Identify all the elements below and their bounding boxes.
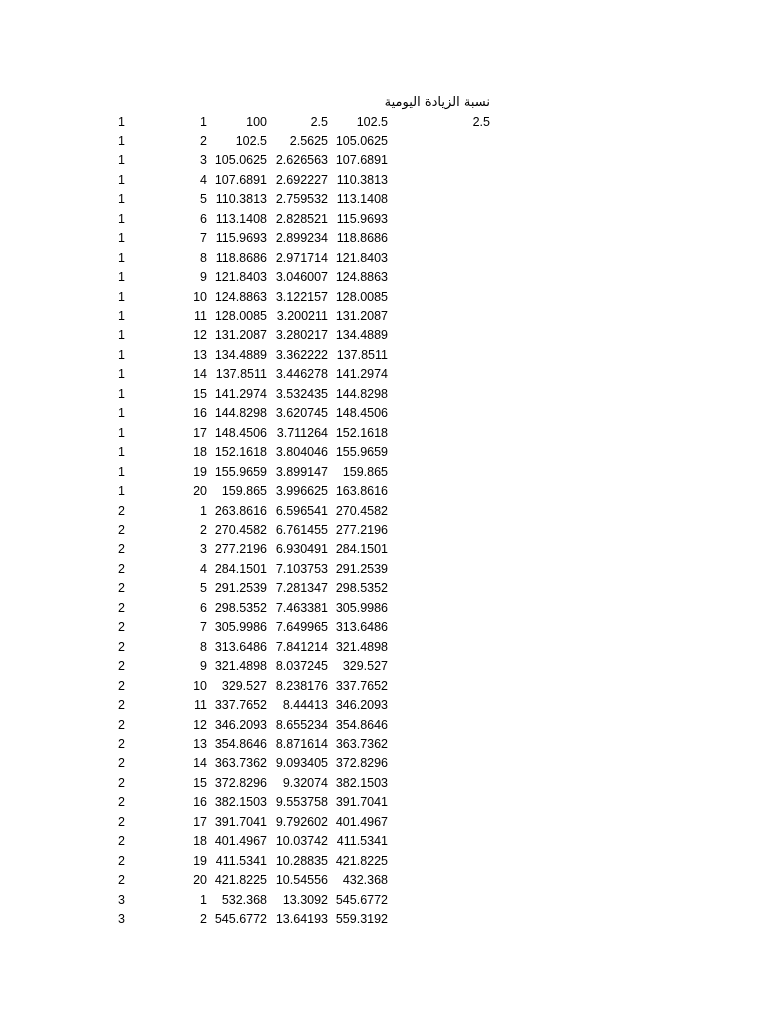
- table-row: [118, 288, 388, 307]
- cycle-cell: 1: [118, 386, 125, 401]
- start-value-cell: 113.1408: [215, 211, 267, 226]
- increase-cell: 3.532435: [275, 386, 328, 401]
- table-row: [118, 716, 388, 735]
- day-cell: 20: [193, 873, 207, 888]
- data-table-body: [118, 113, 388, 930]
- start-value-cell: 401.4967: [214, 834, 267, 849]
- increase-cell: 9.792602: [275, 814, 328, 829]
- day-cell: 20: [193, 484, 207, 499]
- end-value-cell: 321.4898: [335, 639, 388, 654]
- increase-cell: 3.122157: [275, 289, 328, 304]
- table-row: [118, 502, 388, 521]
- increase-cell: 8.655234: [275, 717, 328, 732]
- start-value-cell: 115.9693: [215, 231, 267, 246]
- day-cell: 10: [193, 678, 207, 693]
- start-value-cell: 382.1503: [214, 795, 267, 810]
- cycle-cell: 2: [118, 814, 125, 829]
- increase-cell: 2.692227: [275, 172, 328, 187]
- table-row: [118, 540, 388, 559]
- increase-cell: 7.841214: [275, 639, 328, 654]
- increase-cell: 2.828521: [275, 211, 328, 226]
- day-cell: 10: [193, 289, 207, 304]
- day-cell: 5: [200, 581, 207, 596]
- start-value-cell: 141.2974: [214, 386, 267, 401]
- cycle-cell: 1: [118, 464, 125, 479]
- increase-cell: 8.871614: [275, 737, 328, 751]
- start-value-cell: 284.1501: [214, 561, 267, 576]
- cycle-cell: 1: [118, 484, 125, 499]
- table-row: [118, 638, 388, 657]
- day-cell: 13: [193, 347, 207, 362]
- end-value-cell: 105.0625: [335, 133, 388, 148]
- day-cell: 7: [200, 231, 207, 246]
- table-row: [118, 910, 388, 929]
- end-value-cell: 113.1408: [336, 192, 388, 207]
- end-value-cell: 141.2974: [335, 367, 388, 382]
- day-cell: 18: [193, 445, 207, 460]
- end-value-cell: 337.7652: [335, 678, 388, 693]
- cycle-cell: 2: [118, 523, 125, 538]
- table-row: [118, 210, 388, 229]
- end-value-cell: 298.5352: [335, 581, 388, 596]
- end-value-cell: 124.8863: [335, 270, 388, 285]
- cycle-cell: 1: [118, 133, 125, 148]
- cycle-cell: 2: [118, 795, 125, 810]
- table-row: [118, 754, 388, 773]
- increase-cell: 9.553758: [275, 795, 328, 810]
- day-cell: 12: [193, 328, 207, 343]
- start-value-cell: 121.8403: [214, 270, 267, 285]
- table-row: [118, 852, 388, 871]
- cycle-cell: 1: [118, 367, 125, 382]
- cycle-cell: 2: [118, 678, 125, 693]
- end-value-cell: 411.5341: [336, 834, 388, 849]
- cycle-cell: 2: [118, 620, 125, 635]
- start-value-cell: 277.2196: [214, 542, 267, 557]
- cycle-cell: 2: [118, 756, 125, 771]
- day-cell: 1: [200, 892, 207, 907]
- end-value-cell: 382.1503: [335, 775, 388, 790]
- end-value-cell: 152.1618: [335, 425, 388, 440]
- table-row: [118, 657, 388, 676]
- cycle-cell: 1: [118, 250, 125, 265]
- table-row: [118, 307, 388, 326]
- start-value-cell: 305.9986: [214, 620, 267, 635]
- end-value-cell: 270.4582: [335, 503, 388, 518]
- end-value-cell: 346.2093: [335, 698, 388, 713]
- increase-cell: 2.971714: [275, 250, 328, 265]
- table-row: [118, 677, 388, 696]
- cycle-cell: 2: [118, 659, 125, 674]
- cycle-cell: 2: [118, 561, 125, 576]
- table-row: [118, 599, 388, 618]
- table-row: [118, 793, 388, 812]
- start-value-cell: 421.8225: [214, 873, 267, 888]
- cycle-cell: 2: [118, 698, 125, 713]
- day-cell: 12: [193, 717, 207, 732]
- table-row: [118, 404, 388, 423]
- day-cell: 5: [200, 192, 207, 207]
- cycle-cell: 2: [118, 775, 125, 790]
- increase-cell: 7.103753: [275, 561, 328, 576]
- day-cell: 3: [200, 542, 207, 557]
- day-cell: 2: [200, 523, 207, 538]
- start-value-cell: 118.8686: [215, 250, 267, 265]
- cycle-cell: 2: [118, 737, 125, 751]
- cycle-cell: 1: [118, 347, 125, 362]
- increase-cell: 3.200211: [276, 309, 328, 324]
- start-value-cell: 263.8616: [214, 503, 267, 518]
- increase-cell: 8.037245: [275, 659, 328, 674]
- day-cell: 17: [193, 814, 207, 829]
- data-table: [118, 113, 388, 930]
- increase-cell: 10.03742: [275, 834, 328, 849]
- end-value-cell: 148.4506: [335, 406, 388, 421]
- day-cell: 14: [193, 756, 207, 771]
- end-value-cell: 354.8646: [335, 717, 388, 732]
- start-value-cell: 545.6772: [214, 912, 267, 927]
- end-value-cell: 284.1501: [335, 542, 388, 557]
- end-value-cell: 313.6486: [335, 620, 388, 635]
- table-row: [118, 229, 388, 248]
- cycle-cell: 1: [118, 172, 125, 187]
- start-value-cell: 152.1618: [214, 445, 267, 460]
- end-value-cell: 121.8403: [335, 250, 388, 265]
- increase-cell: 6.596541: [275, 503, 328, 518]
- table-row: [118, 385, 388, 404]
- day-cell: 16: [193, 406, 207, 421]
- start-value-cell: 363.7362: [214, 756, 267, 771]
- start-value-cell: 159.865: [221, 484, 267, 499]
- table-row: [118, 171, 388, 190]
- day-cell: 11: [194, 309, 207, 324]
- increase-cell: 2.626563: [275, 153, 328, 168]
- increase-cell: 9.093405: [275, 756, 328, 771]
- day-cell: 19: [193, 853, 207, 868]
- increase-cell: 9.32074: [282, 775, 328, 790]
- cycle-cell: 2: [118, 853, 125, 868]
- table-row: [118, 268, 388, 287]
- cycle-cell: 2: [118, 717, 125, 732]
- end-value-cell: 131.2087: [335, 309, 388, 324]
- increase-cell: 3.280217: [275, 328, 328, 343]
- table-row: [118, 871, 388, 890]
- start-value-cell: 100: [246, 114, 267, 129]
- increase-cell: 10.54556: [275, 873, 328, 888]
- table-row: [118, 735, 388, 754]
- cycle-cell: 2: [118, 581, 125, 596]
- start-value-cell: 291.2539: [214, 581, 267, 596]
- day-cell: 17: [193, 425, 207, 440]
- end-value-cell: 115.9693: [336, 211, 388, 226]
- table-row: [118, 151, 388, 170]
- table-row: [118, 326, 388, 345]
- cycle-cell: 1: [118, 406, 125, 421]
- end-value-cell: 134.4889: [335, 328, 388, 343]
- cycle-cell: 2: [118, 639, 125, 654]
- cycle-cell: 2: [118, 834, 125, 849]
- cycle-cell: 1: [118, 309, 125, 324]
- daily-increase-rate-label: نسبة الزيادة اليومية: [384, 95, 490, 110]
- daily-increase-rate-value: 2.5: [472, 115, 490, 129]
- start-value-cell: 354.8646: [214, 737, 267, 751]
- table-row: [118, 696, 388, 715]
- table-row: [118, 832, 388, 851]
- end-value-cell: 107.6891: [335, 153, 388, 168]
- increase-cell: 7.281347: [275, 581, 328, 596]
- start-value-cell: 321.4898: [214, 659, 267, 674]
- start-value-cell: 110.3813: [215, 192, 267, 207]
- day-cell: 8: [200, 250, 207, 265]
- increase-cell: 3.446278: [275, 367, 328, 382]
- day-cell: 2: [200, 133, 207, 148]
- cycle-cell: 1: [118, 211, 125, 226]
- start-value-cell: 148.4506: [214, 425, 267, 440]
- end-value-cell: 363.7362: [335, 737, 388, 751]
- increase-cell: 3.996625: [275, 484, 328, 499]
- increase-cell: 3.620745: [275, 406, 328, 421]
- end-value-cell: 305.9986: [335, 600, 388, 615]
- table-row: [118, 365, 388, 384]
- day-cell: 1: [200, 503, 207, 518]
- table-row: [118, 618, 388, 637]
- start-value-cell: 372.8296: [214, 775, 267, 790]
- table-row: [118, 113, 388, 132]
- cycle-cell: 1: [118, 192, 125, 207]
- start-value-cell: 270.4582: [214, 523, 267, 538]
- start-value-cell: 105.0625: [214, 153, 267, 168]
- day-cell: 15: [193, 386, 207, 401]
- table-row: [118, 346, 388, 365]
- start-value-cell: 107.6891: [214, 172, 267, 187]
- start-value-cell: 134.4889: [214, 347, 267, 362]
- end-value-cell: 137.8511: [336, 347, 388, 362]
- increase-cell: 3.804046: [275, 445, 328, 460]
- table-row: [118, 463, 388, 482]
- table-row: [118, 190, 388, 209]
- start-value-cell: 131.2087: [214, 328, 267, 343]
- end-value-cell: 277.2196: [335, 523, 388, 538]
- end-value-cell: 421.8225: [335, 853, 388, 868]
- start-value-cell: 411.5341: [215, 853, 267, 868]
- table-row: [118, 560, 388, 579]
- increase-cell: 2.899234: [275, 231, 328, 246]
- day-cell: 16: [193, 795, 207, 810]
- increase-cell: 8.238176: [275, 678, 328, 693]
- table-row: [118, 482, 388, 501]
- start-value-cell: 144.8298: [214, 406, 267, 421]
- start-value-cell: 391.7041: [214, 814, 267, 829]
- table-row: [118, 774, 388, 793]
- increase-cell: 3.899147: [275, 464, 328, 479]
- cycle-cell: 3: [118, 912, 125, 927]
- end-value-cell: 159.865: [342, 464, 388, 479]
- start-value-cell: 329.527: [221, 678, 267, 693]
- cycle-cell: 1: [118, 425, 125, 440]
- end-value-cell: 372.8296: [335, 756, 388, 771]
- end-value-cell: 110.3813: [336, 172, 388, 187]
- day-cell: 3: [200, 153, 207, 168]
- end-value-cell: 329.527: [342, 659, 388, 674]
- start-value-cell: 298.5352: [214, 600, 267, 615]
- cycle-cell: 2: [118, 873, 125, 888]
- increase-cell: 6.761455: [275, 523, 328, 538]
- end-value-cell: 545.6772: [335, 892, 388, 907]
- end-value-cell: 163.8616: [335, 484, 388, 499]
- table-row: [118, 132, 388, 151]
- day-cell: 14: [193, 367, 207, 382]
- day-cell: 7: [200, 620, 207, 635]
- cycle-cell: 2: [118, 542, 125, 557]
- end-value-cell: 559.3192: [335, 912, 388, 927]
- start-value-cell: 102.5: [235, 133, 267, 148]
- cycle-cell: 2: [118, 600, 125, 615]
- start-value-cell: 124.8863: [214, 289, 267, 304]
- increase-cell: 7.463381: [275, 600, 328, 615]
- day-cell: 2: [200, 912, 207, 927]
- end-value-cell: 128.0085: [335, 289, 388, 304]
- start-value-cell: 313.6486: [214, 639, 267, 654]
- cycle-cell: 3: [118, 892, 125, 907]
- end-value-cell: 118.8686: [336, 231, 388, 246]
- day-cell: 18: [193, 834, 207, 849]
- end-value-cell: 155.9659: [335, 445, 388, 460]
- table-row: [118, 424, 388, 443]
- end-value-cell: 144.8298: [335, 386, 388, 401]
- cycle-cell: 1: [118, 153, 125, 168]
- increase-cell: 8.44413: [282, 698, 328, 713]
- table-row: [118, 249, 388, 268]
- day-cell: 11: [194, 698, 207, 713]
- cycle-cell: 1: [118, 328, 125, 343]
- cycle-cell: 1: [118, 270, 125, 285]
- day-cell: 6: [200, 211, 207, 226]
- start-value-cell: 137.8511: [215, 367, 267, 382]
- increase-cell: 6.930491: [275, 542, 328, 557]
- day-cell: 19: [193, 464, 207, 479]
- end-value-cell: 401.4967: [335, 814, 388, 829]
- day-cell: 9: [200, 659, 207, 674]
- start-value-cell: 337.7652: [214, 698, 267, 713]
- table-row: [118, 813, 388, 832]
- cycle-cell: 1: [118, 445, 125, 460]
- table-row: [118, 443, 388, 462]
- day-cell: 9: [200, 270, 207, 285]
- day-cell: 13: [193, 737, 207, 751]
- increase-cell: 13.64193: [275, 912, 328, 927]
- increase-cell: 2.759532: [275, 192, 328, 207]
- cycle-cell: 1: [118, 231, 125, 246]
- start-value-cell: 532.368: [221, 892, 267, 907]
- increase-cell: 3.046007: [275, 270, 328, 285]
- day-cell: 4: [200, 172, 207, 187]
- cycle-cell: 1: [118, 289, 125, 304]
- increase-cell: 3.362222: [275, 347, 328, 362]
- start-value-cell: 346.2093: [214, 717, 267, 732]
- increase-cell: 7.649965: [275, 620, 328, 635]
- table-row: [118, 521, 388, 540]
- cycle-cell: 1: [118, 114, 125, 129]
- start-value-cell: 155.9659: [214, 464, 267, 479]
- end-value-cell: 391.7041: [335, 795, 388, 810]
- increase-cell: 13.3092: [282, 892, 328, 907]
- day-cell: 6: [200, 600, 207, 615]
- increase-cell: 2.5625: [289, 133, 328, 148]
- end-value-cell: 432.368: [342, 873, 388, 888]
- start-value-cell: 128.0085: [214, 309, 267, 324]
- day-cell: 8: [200, 639, 207, 654]
- day-cell: 15: [193, 775, 207, 790]
- table-row: [118, 579, 388, 598]
- increase-cell: 2.5: [310, 114, 328, 129]
- day-cell: 1: [200, 114, 207, 129]
- end-value-cell: 291.2539: [335, 561, 388, 576]
- table-row: [118, 891, 388, 910]
- increase-cell: 3.711264: [276, 425, 328, 440]
- day-cell: 4: [200, 561, 207, 576]
- end-value-cell: 102.5: [356, 114, 388, 129]
- cycle-cell: 2: [118, 503, 125, 518]
- increase-cell: 10.28835: [275, 853, 328, 868]
